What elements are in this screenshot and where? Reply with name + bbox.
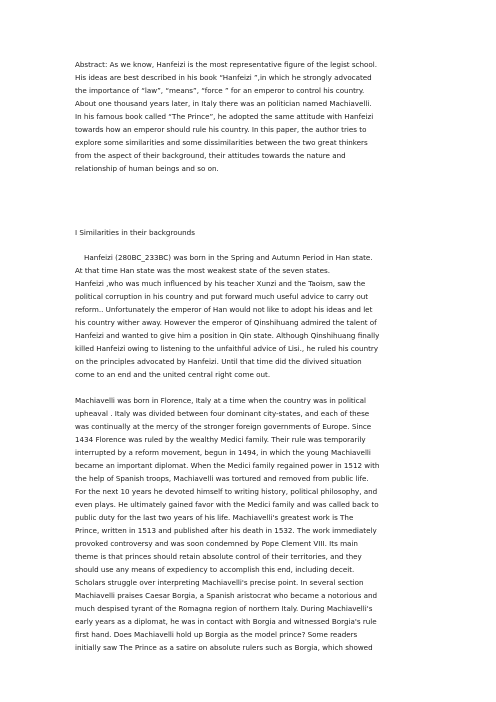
paragraph-line: on the principles advocated by Hanfeizi. Until that time did the divived situation — [75, 357, 362, 366]
paragraph-line: political corruption in his country and put forward much useful advice to carry out — [75, 292, 369, 301]
paragraph-machiavelli — [75, 394, 427, 654]
paragraph-line: even plays. He ultimately gained favor with the Medici family and was called back to — [75, 500, 379, 509]
abstract-line: relationship of human beings and so on. — [75, 164, 219, 173]
section-heading: I Similarities in their backgrounds — [75, 228, 195, 237]
paragraph-line: come to an end and the united central right come out. — [75, 370, 271, 379]
paragraph-line: became an important diplomat. When the Medici family regained power in 1512 with — [75, 461, 380, 470]
abstract-line: towards how an emperor should rule his country. In this paper, the author tries to — [75, 125, 367, 134]
paragraph-line: Prince, written in 1513 and published after his death in 1532. The work immediately — [75, 526, 377, 535]
paragraph-line: his country wither away. However the emperor of Qinshihuang admired the talent of — [75, 318, 377, 327]
spacer — [75, 381, 427, 394]
abstract-paragraph — [75, 58, 427, 175]
paragraph-line: upheaval . Italy was divided between four dominant city-states, and each of these — [75, 409, 370, 418]
paragraph-line: much despised tyrant of the Romagna region of northern Italy. During Machiavelli's — [75, 604, 373, 613]
abstract-line: Abstract: As we know, Hanfeizi is the most representative figure of the legist school. — [75, 60, 378, 69]
paragraph-line: was continually at the mercy of the stronger foreign governments of Europe. Since — [75, 422, 372, 431]
paragraph-line: Hanfeizi ,who was much influenced by his teacher Xunzi and the Taoism, saw the — [75, 279, 366, 288]
paragraph-line: first hand. Does Machiavelli hold up Borgia as the model prince? Some readers — [75, 630, 358, 639]
abstract-line: His ideas are best described in his book “Hanfeizi ”,in which he strongly advocated — [75, 73, 372, 82]
paragraph-line: interrupted by a reform movement, begun in 1494, in which the young Machiavelli — [75, 448, 371, 457]
abstract-line: About one thousand years later, in Italy there was an politician named Machiavelli. — [75, 99, 372, 108]
paragraph-line: public duty for the last two years of his life. Machiavelli's greatest work is The — [75, 513, 354, 522]
paragraph-line: For the next 10 years he devoted himself to writing history, political philosophy, and — [75, 487, 378, 496]
paragraph-hanfeizi — [75, 251, 427, 381]
paragraph-line: At that time Han state was the most weakest state of the seven states. — [75, 266, 330, 275]
paragraph-line: should use any means of expediency to accomplish this end, including deceit. — [75, 565, 355, 574]
paragraph-line: provoked controversy and was soon condemned by Pope Clement VIII. Its main — [75, 539, 358, 548]
paragraph-line: early years as a diplomat, he was in contact with Borgia and witnessed Borgia's rule — [75, 617, 377, 626]
paragraph-line: theme is that princes should retain absolute control of their territories, and they — [75, 552, 362, 561]
paragraph-line: Scholars struggle over interpreting Machiavelli's precise point. In several section — [75, 578, 364, 587]
paragraph-line: Hanfeizi (280BC_233BC) was born in the Spring and Autumn Period in Han state. — [84, 253, 373, 262]
paragraph-line: the help of Spanish troops, Machiavelli was tortured and removed from public life. — [75, 474, 369, 483]
abstract-line: the importance of “law”, “means”, “force ” for an emperor to control his country. — [75, 86, 365, 95]
abstract-line: explore some similarities and some dissimilarities between the two great thinkers — [75, 138, 368, 147]
paragraph-line: reform.. Unfortunately the emperor of Han would not like to adopt his ideas and let — [75, 305, 373, 314]
spacer — [75, 175, 427, 226]
paragraph-line: Machiavelli praises Caesar Borgia, a Spanish aristocrat who became a notorious and — [75, 591, 378, 600]
paragraph-line: 1434 Florence was ruled by the wealthy Medici family. Their rule was temporarily — [75, 435, 366, 444]
paragraph-line: Hanfeizi and wanted to give him a position in Qin state. Although Qinshihuang finally — [75, 331, 380, 340]
spacer — [75, 239, 427, 251]
document-page — [75, 58, 427, 654]
paragraph-line: Machiavelli was born in Florence, Italy at a time when the country was in political — [75, 396, 366, 405]
paragraph-line: killed Hanfeizi owing to listening to the unfaithful advice of Lisi., he ruled his country — [75, 344, 379, 353]
paragraph-line: initially saw The Prince as a satire on absolute rulers such as Borgia, which showed — [75, 643, 373, 652]
abstract-line: from the aspect of their background, their attitudes towards the nature and — [75, 151, 346, 160]
abstract-line: In his famous book called “The Prince”, he adopted the same attitude with Hanfeizi — [75, 112, 374, 121]
